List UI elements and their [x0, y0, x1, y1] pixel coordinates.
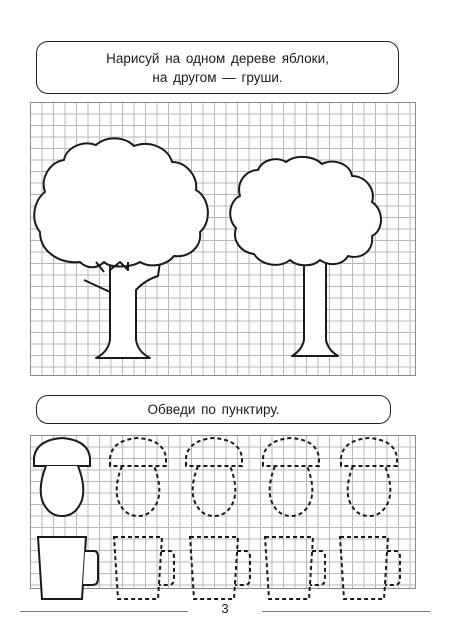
task2-instruction-text: Обведи по пунктиру. [147, 402, 280, 417]
mug-dashed-1 [114, 537, 174, 599]
mushroom-dashed-row [110, 438, 397, 516]
page-number: 3 [221, 601, 229, 616]
footer-line-left [20, 611, 188, 612]
mushroom-dashed-3 [263, 438, 319, 516]
task1-instruction-line1: Нарисуй на одном дереве яблоки, [106, 50, 329, 66]
mushroom-dashed-1 [110, 438, 166, 516]
task1-instruction-line2: на другом — груши. [152, 69, 283, 85]
footer-line-right [262, 611, 430, 612]
mug-dashed-4 [340, 537, 400, 599]
mushroom-sample [34, 438, 90, 516]
mushroom-dashed-4 [341, 438, 397, 516]
mug-dashed-row [114, 537, 400, 599]
mug-dashed-3 [265, 537, 325, 599]
mushroom-dashed-2 [186, 438, 242, 516]
mug-sample [38, 537, 98, 599]
mug-dashed-2 [190, 537, 250, 599]
